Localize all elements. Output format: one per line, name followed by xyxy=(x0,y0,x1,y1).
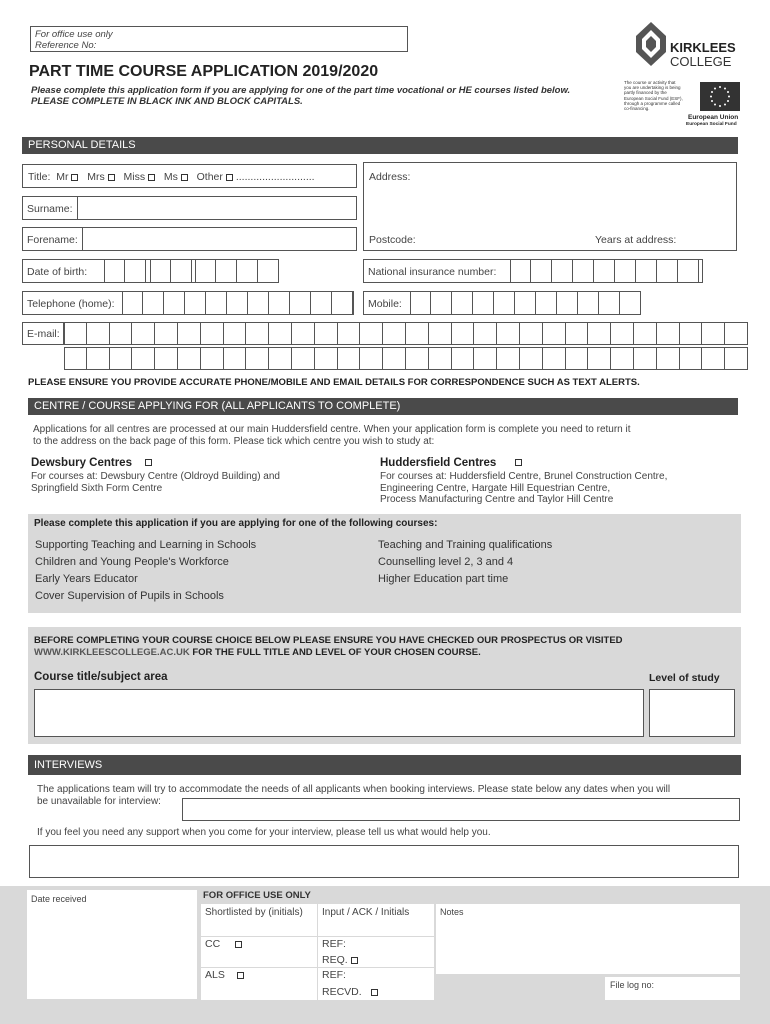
char-cell[interactable] xyxy=(110,322,133,345)
char-cell[interactable] xyxy=(543,347,566,370)
ni-cells[interactable] xyxy=(510,259,699,283)
title-label: Title: xyxy=(28,171,51,183)
interviews-text-1: The applications team will try to accommodate the needs of all applicants when booking interviews. Please state below any dates when you will xyxy=(37,784,671,795)
als-checkbox[interactable] xyxy=(237,972,244,979)
office-use-label: For office use only xyxy=(35,29,113,40)
file-log-label: File log no: xyxy=(610,980,655,990)
char-cell[interactable] xyxy=(543,322,566,345)
char-cell[interactable] xyxy=(657,347,680,370)
course-title-label: Course title/subject area xyxy=(34,671,168,683)
char-cell[interactable] xyxy=(702,322,725,345)
char-cell[interactable] xyxy=(473,291,494,315)
char-cell[interactable] xyxy=(292,347,315,370)
college-url-link[interactable]: WWW.KIRKLEESCOLLEGE.AC.UK xyxy=(34,647,190,658)
course-right-2: Counselling level 2, 3 and 4 xyxy=(378,556,514,568)
char-cell[interactable] xyxy=(657,322,680,345)
char-cell[interactable] xyxy=(520,347,543,370)
char-cell[interactable] xyxy=(132,347,155,370)
char-cell[interactable] xyxy=(110,347,133,370)
char-cell[interactable] xyxy=(588,347,611,370)
char-cell[interactable] xyxy=(566,347,589,370)
other-dots: ........................... xyxy=(235,171,315,183)
level-of-study-input[interactable] xyxy=(649,689,735,737)
char-cell[interactable] xyxy=(237,259,258,283)
char-cell[interactable] xyxy=(195,259,216,283)
req-checkbox[interactable] xyxy=(351,957,358,964)
char-cell[interactable] xyxy=(494,291,515,315)
date-received-label: Date received xyxy=(31,894,87,904)
years-label: Years at address: xyxy=(595,234,677,246)
char-cell[interactable] xyxy=(246,322,269,345)
level-of-study-label: Level of study xyxy=(649,672,720,684)
kirklees-logo xyxy=(636,20,746,72)
ms-checkbox[interactable] xyxy=(181,174,188,181)
char-cell[interactable] xyxy=(520,322,543,345)
esf-label: European Social Fund xyxy=(686,122,737,127)
dewsbury-centre-option[interactable] xyxy=(31,457,152,469)
char-cell[interactable] xyxy=(132,322,155,345)
office-reference-box[interactable] xyxy=(30,26,408,52)
interviews-text-3: If you feel you need any support when you come for your interview, please tell us what would help you. xyxy=(37,827,491,838)
reference-label: Reference No: xyxy=(35,40,97,51)
email-label: E-mail: xyxy=(27,328,60,340)
surname-label: Surname: xyxy=(27,203,73,215)
email-field[interactable] xyxy=(22,322,64,345)
char-cell[interactable] xyxy=(611,322,634,345)
dob-label: Date of birth: xyxy=(27,266,88,278)
dob-year-cells[interactable] xyxy=(195,259,279,283)
char-cell[interactable] xyxy=(64,347,87,370)
ni-label: National insurance number: xyxy=(368,266,497,278)
char-cell[interactable] xyxy=(573,259,594,283)
courses-heading: Please complete this application if you are applying for one of the following courses: xyxy=(34,518,438,529)
huddersfield-desc-2: Engineering Centre, Hargate Hill Equestrian Centre, xyxy=(380,483,611,494)
input-ack-label: Input / ACK / Initials xyxy=(322,907,410,918)
course-left-2: Children and Young People's Workforce xyxy=(35,556,229,568)
interviews-header: INTERVIEWS xyxy=(28,755,741,775)
notes-box[interactable] xyxy=(436,904,740,974)
char-cell[interactable] xyxy=(201,347,224,370)
before-notice-2-text: FOR THE FULL TITLE AND LEVEL OF YOUR CHOSEN COURSE. xyxy=(192,647,481,658)
char-cell[interactable] xyxy=(510,259,531,283)
char-cell[interactable] xyxy=(474,347,497,370)
recvd-checkbox[interactable] xyxy=(371,989,378,996)
char-cell[interactable] xyxy=(104,259,125,283)
before-notice-2 xyxy=(34,647,481,658)
char-cell[interactable] xyxy=(224,347,247,370)
huddersfield-centre-option[interactable] xyxy=(380,457,522,469)
course-left-3: Early Years Educator xyxy=(35,573,138,585)
mr-checkbox[interactable] xyxy=(71,174,78,181)
char-cell[interactable] xyxy=(227,291,248,315)
telephone-cells[interactable] xyxy=(122,291,353,315)
char-cell[interactable] xyxy=(338,322,361,345)
dewsbury-label: Dewsbury Centres xyxy=(31,457,132,469)
char-cell[interactable] xyxy=(246,347,269,370)
req-option xyxy=(322,954,358,966)
telephone-label: Telephone (home): xyxy=(27,298,115,310)
title-options xyxy=(28,171,315,183)
char-cell[interactable] xyxy=(657,259,678,283)
subtitle-2: PLEASE COMPLETE IN BLACK INK AND BLOCK CAPITALS. xyxy=(31,96,303,107)
char-cell[interactable] xyxy=(406,322,429,345)
char-cell[interactable] xyxy=(620,291,641,315)
char-cell[interactable] xyxy=(87,347,110,370)
char-cell[interactable] xyxy=(680,347,703,370)
recvd-label: RECVD. xyxy=(322,986,362,998)
char-cell[interactable] xyxy=(702,347,725,370)
dewsbury-checkbox[interactable] xyxy=(145,459,152,466)
char-cell[interactable] xyxy=(599,291,620,315)
personal-details-header: PERSONAL DETAILS xyxy=(22,137,738,154)
cc-box[interactable] xyxy=(201,937,317,967)
mrs-checkbox[interactable] xyxy=(108,174,115,181)
char-cell[interactable] xyxy=(269,322,292,345)
char-cell[interactable] xyxy=(406,347,429,370)
char-cell[interactable] xyxy=(680,322,703,345)
ref2-label: REF: xyxy=(322,969,346,981)
char-cell[interactable] xyxy=(497,322,520,345)
huddersfield-desc-3: Process Manufacturing Centre and Taylor Hill Centre xyxy=(380,494,614,505)
char-cell[interactable] xyxy=(269,347,292,370)
centre-intro-2: to the address on the back page of this form. Please tick which centre you wish to study at: xyxy=(33,436,435,447)
char-cell[interactable] xyxy=(452,347,475,370)
als-option xyxy=(205,969,244,981)
char-cell[interactable] xyxy=(725,322,748,345)
char-cell[interactable] xyxy=(678,259,699,283)
miss-checkbox[interactable] xyxy=(148,174,155,181)
char-cell[interactable] xyxy=(338,347,361,370)
shortlisted-label: Shortlisted by (initials) xyxy=(205,907,303,918)
char-cell[interactable] xyxy=(87,322,110,345)
dewsbury-desc-2: Springfield Sixth Form Centre xyxy=(31,483,163,494)
char-cell[interactable] xyxy=(536,291,557,315)
char-cell[interactable] xyxy=(615,259,636,283)
course-right-3: Higher Education part time xyxy=(378,573,509,585)
centre-header: CENTRE / COURSE APPLYING FOR (ALL APPLICANTS TO COMPLETE) xyxy=(28,398,738,415)
char-cell[interactable] xyxy=(164,291,185,315)
title-mrs: Mrs xyxy=(87,171,105,183)
recvd-option xyxy=(322,986,378,998)
logo-name-2: COLLEGE xyxy=(670,54,732,69)
esf-text: The course or activity that you are undertaking is being partly financed by the European Social Fund (ESF), through a programme called co-financing. xyxy=(624,80,683,112)
huddersfield-checkbox[interactable] xyxy=(515,459,522,466)
eu-flag xyxy=(700,82,740,111)
course-title-input[interactable] xyxy=(34,689,644,737)
char-cell[interactable] xyxy=(171,259,192,283)
title-mr: Mr xyxy=(56,171,69,183)
mobile-label: Mobile: xyxy=(368,298,402,310)
char-cell[interactable] xyxy=(594,259,615,283)
before-notice-1: BEFORE COMPLETING YOUR COURSE CHOICE BELOW PLEASE ENSURE YOU HAVE CHECKED OUR PROSPECTUS OR VISITED xyxy=(34,635,623,646)
char-cell[interactable] xyxy=(725,347,748,370)
als-label: ALS xyxy=(205,969,225,981)
char-cell[interactable] xyxy=(122,291,143,315)
char-cell[interactable] xyxy=(611,347,634,370)
char-cell[interactable] xyxy=(224,322,247,345)
char-cell[interactable] xyxy=(360,322,383,345)
char-cell[interactable] xyxy=(185,291,206,315)
char-cell[interactable] xyxy=(155,347,178,370)
char-cell[interactable] xyxy=(332,291,353,315)
char-cell[interactable] xyxy=(557,291,578,315)
ref-label: REF: xyxy=(322,938,346,950)
ref-recvd-box[interactable] xyxy=(318,968,434,1000)
req-label: REQ. xyxy=(322,954,348,966)
char-cell[interactable] xyxy=(429,347,452,370)
huddersfield-desc-1: For courses at: Huddersfield Centre, Brunel Construction Centre, xyxy=(380,471,668,482)
cc-checkbox[interactable] xyxy=(235,941,242,948)
interviews-text-2: be unavailable for interview: xyxy=(37,796,161,807)
huddersfield-label: Huddersfield Centres xyxy=(380,457,497,469)
dob-day-cells[interactable] xyxy=(104,259,146,283)
subtitle-1: Please complete this application form if you are applying for one of the part time vocational or HE courses listed below. xyxy=(31,85,571,96)
char-cell[interactable] xyxy=(178,347,201,370)
char-cell[interactable] xyxy=(258,259,279,283)
forename-field[interactable] xyxy=(22,227,357,251)
course-left-1: Supporting Teaching and Learning in Schools xyxy=(35,539,257,551)
page-title: PART TIME COURSE APPLICATION 2019/2020 xyxy=(29,63,379,80)
date-received-box[interactable] xyxy=(27,890,197,999)
char-cell[interactable] xyxy=(201,322,224,345)
char-cell[interactable] xyxy=(315,347,338,370)
mobile-cells[interactable] xyxy=(410,291,641,315)
char-cell[interactable] xyxy=(206,291,227,315)
char-cell[interactable] xyxy=(429,322,452,345)
char-cell[interactable] xyxy=(634,322,657,345)
title-other: Other xyxy=(196,171,223,183)
char-cell[interactable] xyxy=(292,322,315,345)
char-cell[interactable] xyxy=(588,322,611,345)
eu-label: European Union xyxy=(688,114,739,121)
char-cell[interactable] xyxy=(248,291,269,315)
char-cell[interactable] xyxy=(634,347,657,370)
notes-label: Notes xyxy=(440,907,464,917)
title-miss: Miss xyxy=(123,171,146,183)
char-cell[interactable] xyxy=(290,291,311,315)
input-ack-box[interactable] xyxy=(318,904,434,936)
unavailable-dates-input[interactable] xyxy=(182,798,740,821)
dewsbury-desc-1: For courses at: Dewsbury Centre (Oldroyd Building) and xyxy=(31,471,280,482)
char-cell[interactable] xyxy=(143,291,164,315)
char-cell[interactable] xyxy=(497,347,520,370)
address-label: Address: xyxy=(369,171,411,183)
address-field[interactable] xyxy=(363,162,737,251)
char-cell[interactable] xyxy=(269,291,290,315)
char-cell[interactable] xyxy=(125,259,146,283)
file-log-box[interactable] xyxy=(605,977,740,1000)
char-cell[interactable] xyxy=(431,291,452,315)
shortlisted-box[interactable] xyxy=(201,904,317,936)
char-cell[interactable] xyxy=(64,322,87,345)
support-needs-input[interactable] xyxy=(29,845,739,878)
forename-label: Forename: xyxy=(27,234,78,246)
char-cell[interactable] xyxy=(515,291,536,315)
email-cells-row1[interactable] xyxy=(64,322,748,345)
char-cell[interactable] xyxy=(360,347,383,370)
eu-stars-icon xyxy=(700,82,740,111)
char-cell[interactable] xyxy=(311,291,332,315)
als-box[interactable] xyxy=(201,968,317,1000)
dob-month-cells[interactable] xyxy=(150,259,192,283)
char-cell[interactable] xyxy=(636,259,657,283)
office-use-heading: FOR OFFICE USE ONLY xyxy=(203,890,311,901)
title-field[interactable] xyxy=(22,164,357,188)
cc-option xyxy=(205,938,242,950)
surname-field[interactable] xyxy=(22,196,357,220)
logo-name-1: KIRKLEES xyxy=(670,40,736,55)
char-cell[interactable] xyxy=(578,291,599,315)
postcode-label: Postcode: xyxy=(369,234,416,246)
char-cell[interactable] xyxy=(216,259,237,283)
title-ms: Ms xyxy=(163,171,178,183)
char-cell[interactable] xyxy=(150,259,171,283)
centre-intro-1: Applications for all centres are processed at our main Huddersfield centre. When your application form is complete you need to return it xyxy=(33,424,631,435)
email-cells-row2[interactable] xyxy=(64,347,748,370)
char-cell[interactable] xyxy=(452,322,475,345)
logo-mark-icon xyxy=(636,22,666,68)
char-cell[interactable] xyxy=(155,322,178,345)
char-cell[interactable] xyxy=(531,259,552,283)
course-right-1: Teaching and Training qualifications xyxy=(378,539,553,551)
char-cell[interactable] xyxy=(552,259,573,283)
other-checkbox[interactable] xyxy=(226,174,233,181)
char-cell[interactable] xyxy=(474,322,497,345)
char-cell[interactable] xyxy=(566,322,589,345)
course-left-4: Cover Supervision of Pupils in Schools xyxy=(35,590,224,602)
char-cell[interactable] xyxy=(383,322,406,345)
accuracy-notice: PLEASE ENSURE YOU PROVIDE ACCURATE PHONE/MOBILE AND EMAIL DETAILS FOR CORRESPONDENCE SUCH AS TEXT ALERTS. xyxy=(28,377,640,388)
cc-label: CC xyxy=(205,938,221,950)
char-cell[interactable] xyxy=(410,291,431,315)
char-cell[interactable] xyxy=(383,347,406,370)
char-cell[interactable] xyxy=(315,322,338,345)
ref-req-box[interactable] xyxy=(318,937,434,967)
char-cell[interactable] xyxy=(452,291,473,315)
char-cell[interactable] xyxy=(178,322,201,345)
